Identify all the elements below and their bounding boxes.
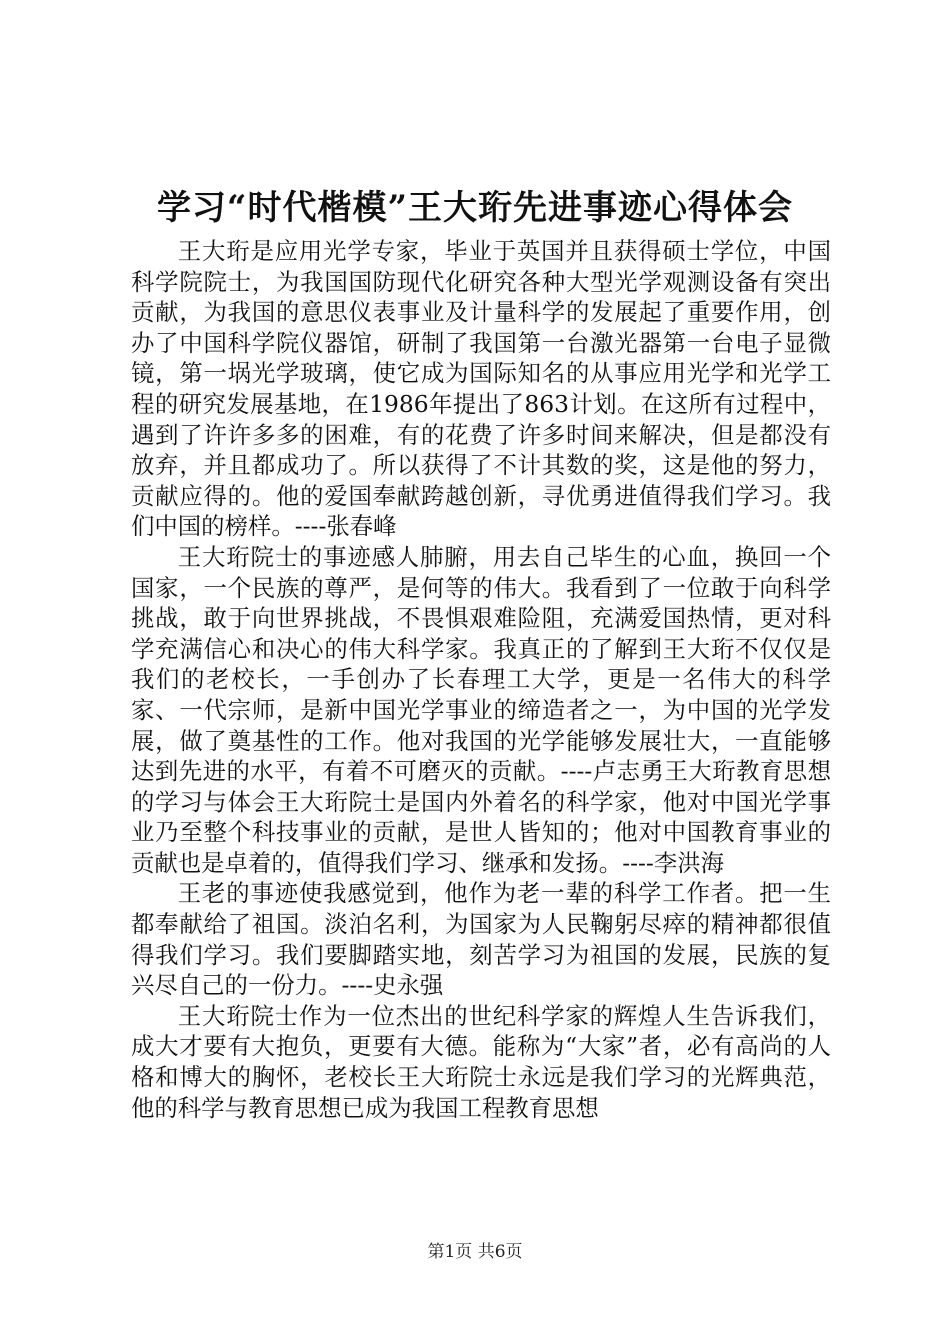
page-number: 第1页 共6页 (427, 1242, 523, 1262)
paragraph-2: 王大珩院士的事迹感人肺腑，用去自己毕生的心血，换回一个国家，一个民族的尊严，是何等的伟大。我看到了一位敢于向科学挑战，敢于向世界挑战，不畏惧艰难险阻，充满爱国热情，更对科学充满信心和决心的伟大科学家。我真正的了解到王大珩不仅仅是我们的老校长，一手创办了长春理工大学，更是一名伟大的科学家、一代宗师，是新中国光学事业的缔造者之一，为中国的光学发展，做了奠基性的工作。他对我国的光学能够发展壮大，一直能够达到先进的水平，有着不可磨灭的贡献。----卢志勇王大珩教育思想的学习与体会王大珩院士是国内外着名的科学家，他对中国光学事业乃至整个科技事业的贡献，是世人皆知的；他对中国教育事业的贡献也是卓着的，值得我们学习、继承和发扬。----李洪海 (131, 542, 831, 877)
document-title: 学习“时代楷模”王大珩先进事迹心得体会 (156, 188, 794, 228)
page-footer (0, 1240, 950, 1264)
document-body (131, 236, 831, 1123)
paragraph-4: 王大珩院士作为一位杰出的世纪科学家的辉煌人生告诉我们，成大才要有大抱负，更要有大德。能称为“大家”者，必有高尚的人格和博大的胸怀，老校长王大珩院士永远是我们学习的光辉典范，他的科学与教育思想已成为我国工程教育思想 (131, 1001, 831, 1122)
paragraph-1: 王大珩是应用光学专家，毕业于英国并且获得硕士学位，中国科学院院士，为我国国防现代化研究各种大型光学观测设备有突出贡献，为我国的意思仪表事业及计量科学的发展起了重要作用，创办了中国科学院仪器馆，研制了我国第一台激光器第一台电子显微镜，第一埚光学玻璃，使它成为国际知名的从事应用光学和光学工程的研究发展基地，在1986年提出了863计划。在这所有过程中，遇到了许许多多的困难，有的花费了许多时间来解决，但是都没有放弃，并且都成功了。所以获得了不计其数的奖，这是他的努力，贡献应得的。他的爱国奉献跨越创新，寻优勇进值得我们学习。我们中国的榜样。----张春峰 (131, 237, 831, 541)
paragraph-3: 王老的事迹使我感觉到，他作为老一辈的科学工作者。把一生都奉献给了祖国。淡泊名利，为国家为人民鞠躬尽瘁的精神都很值得我们学习。我们要脚踏实地，刻苦学习为祖国的发展，民族的复兴尽自己的一份力。----史永强 (131, 879, 831, 1000)
